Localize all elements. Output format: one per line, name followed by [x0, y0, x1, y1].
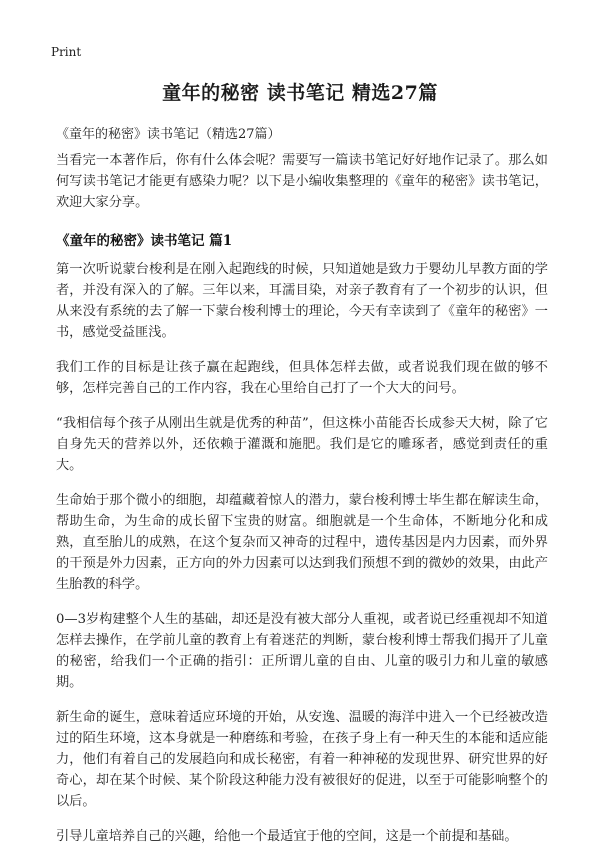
intro-paragraph: 当看完一本著作后，你有什么体会呢？需要写一篇读书笔记好好地作记录了。那么如何写读书笔记才能更有感染力呢？以下是小编收集整理的《童年的秘密》读书笔记，欢迎大家分享。	[56, 153, 548, 210]
body-paragraph: 0—3岁构建整个人生的基础，却还是没有被大部分人重视，或者说已经重视却不知道怎样去操作，在学前儿童的教育上有着迷茫的判断，蒙台梭利博士帮我们揭开了儿童的秘密，给我们一个正确的指引：正所谓儿童的自由、儿童的吸引力和儿童的敏感期。	[56, 612, 548, 690]
body-paragraph: 第一次听说蒙台梭利是在刚入起跑线的时候，只知道她是致力于婴幼儿早教方面的学者，并没有深入的了解。三年以来，耳濡目染，对亲子教育有了一个初步的认识，但从来没有系统的去了解一下蒙台梭利博士的理论，今天有幸读到了《童年的秘密》一书，感觉受益匪浅。	[56, 262, 548, 340]
body-paragraph: 生命始于那个微小的细胞，却蕴藏着惊人的潜力，蒙台梭利博士毕生都在解读生命，帮助生命，为生命的成长留下宝贵的财富。细胞就是一个生命体，不断地分化和成熟，直至胎儿的成熟，在这个复杂而又神奇的过程中，遗传基因是内力因素，而外界的干预是外力因素，正方向的外力因素可以达到我们预想不到的微妙的效果，由此产生胎教的科学。	[56, 493, 548, 592]
page-title: 童年的秘密 读书笔记 精选27篇	[162, 82, 438, 104]
article-body	[56, 150, 548, 861]
body-paragraph: 引导儿童培养自己的兴趣，给他一个最适宜于他的空间，这是一个前提和基础。	[56, 829, 518, 844]
body-paragraph: 新生命的诞生，意味着适应环境的开始，从安逸、温暖的海洋中进入一个已经被改造过的陌生环境，这本身就是一种磨练和考验，在孩子身上有一种天生的本能和适应能力，他们有着自己的发展趋向和成长秘密，有着一种神秘的发现世界、研究世界的好奇心，却在某个时候、某个阶段这种能力没有被很好的促进，以至于可能影响整个的以后。	[56, 710, 548, 809]
body-paragraph: “我相信每个孩子从刚出生就是优秀的种苗”，但这株小苗能否长成参天大树，除了它自身先天的营养以外，还依赖于灌溉和施肥。我们是它的雕琢者，感觉到责任的重大。	[56, 416, 548, 473]
document-subtitle: 《童年的秘密》读书笔记（精选27篇）	[56, 127, 281, 142]
print-link[interactable]: Print	[51, 45, 82, 59]
section-heading: 《童年的秘密》读书笔记 篇1	[56, 233, 233, 249]
body-paragraph: 我们工作的目标是让孩子赢在起跑线，但具体怎样去做，或者说我们现在做的够不够，怎样完善自己的工作内容，我在心里给自己打了一个大大的问号。	[56, 360, 548, 396]
